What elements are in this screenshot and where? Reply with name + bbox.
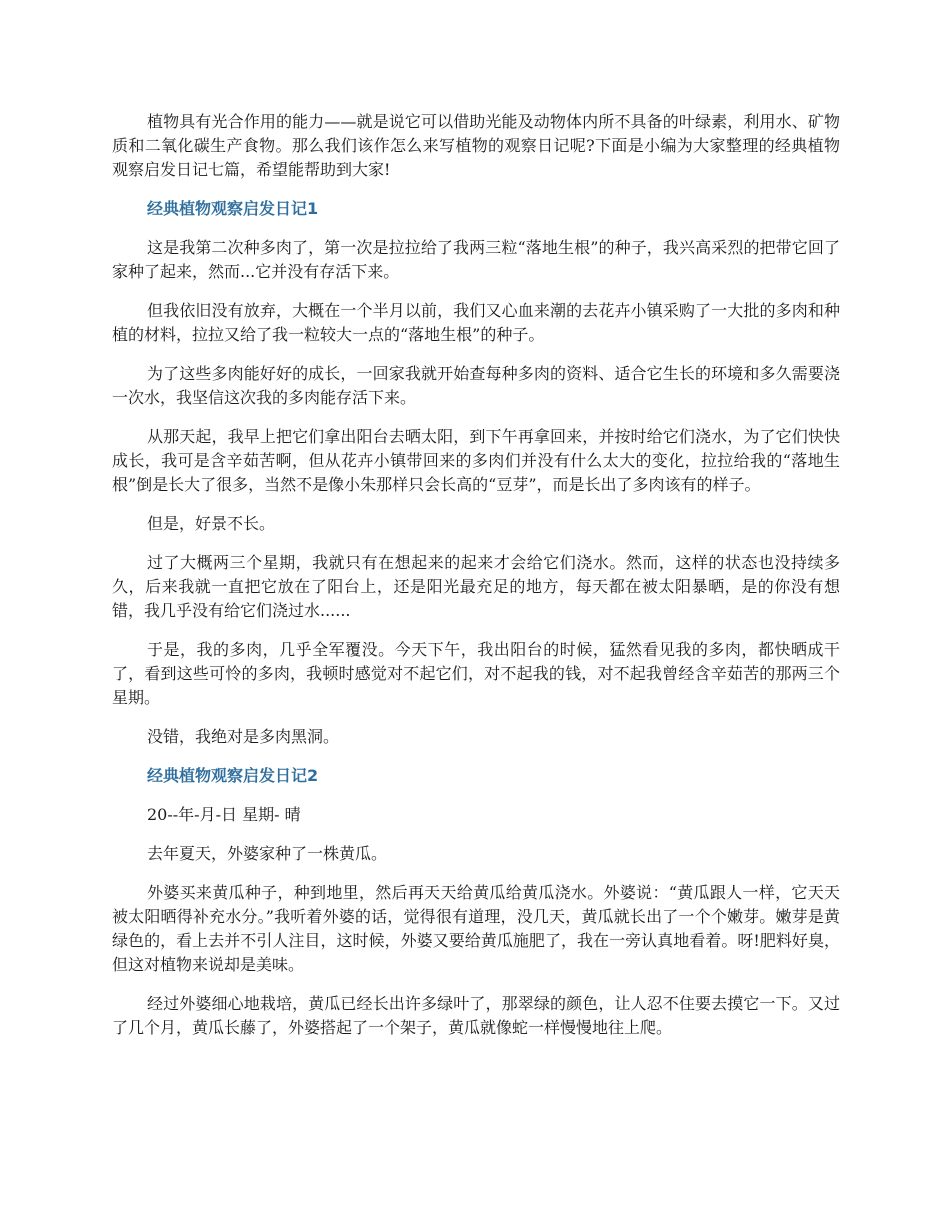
paragraph: 从那天起，我早上把它们拿出阳台去晒太阳，到下午再拿回来，并按时给它们浇水，为了它们快快成长，我可是含辛茹苦啊，但从花卉小镇带回来的多肉们并没有什么太大的变化，拉拉给我的“落地生根”倒是长大了很多，当然不是像小朱那样只会长高的“豆芽”，而是长出了多肉该有的样子。 bbox=[112, 427, 840, 494]
paragraph: 没错，我绝对是多肉黑洞。 bbox=[147, 727, 340, 746]
paragraph: 但是，好景不长。 bbox=[147, 514, 276, 533]
paragraph: 于是，我的多肉，几乎全军覆没。今天下午，我出阳台的时候，猛然看见我的多肉，都快晒成干了，看到这些可怜的多肉，我顿时感觉对不起它们，对不起我的钱，对不起我曾经含辛茹苦的那两三个星期。 bbox=[112, 640, 840, 707]
section-heading: 经典植物观察启发日记1 bbox=[147, 199, 319, 218]
paragraph: 但我依旧没有放弃，大概在一个半月以前，我们又心血来潮的去花卉小镇采购了一大批的多肉和种植的材料，拉拉又给了我一粒较大一点的“落地生根”的种子。 bbox=[112, 301, 840, 344]
paragraph: 为了这些多肉能好好的成长，一回家我就开始查每种多肉的资料、适合它生长的环境和多久需要浇一次水，我坚信这次我的多肉能存活下来。 bbox=[112, 364, 840, 407]
paragraph: 过了大概两三个星期，我就只有在想起来的起来才会给它们浇水。然而，这样的状态也没持续多久，后来我就一直把它放在了阳台上，还是阳光最充足的地方，每天都在被太阳暴晒，是的你没有想错，我几乎没有给它们浇过水...... bbox=[112, 553, 840, 620]
diary-date-line: 20--年-月-日 星期- 晴 bbox=[147, 805, 301, 824]
paragraph: 经过外婆细心地栽培，黄瓜已经长出许多绿叶了，那翠绿的颜色，让人忍不住要去摸它一下。又过了几个月，黄瓜长藤了，外婆搭起了一个架子，黄瓜就像蛇一样慢慢地往上爬。 bbox=[112, 994, 840, 1037]
document-page bbox=[112, 110, 840, 1055]
paragraph: 去年夏天，外婆家种了一株黄瓜。 bbox=[147, 844, 388, 863]
paragraph: 外婆买来黄瓜种子，种到地里，然后再天天给黄瓜给黄瓜浇水。外婆说：“黄瓜跟人一样，它天天被太阳晒得补充水分。”我听着外婆的话，觉得很有道理，没几天，黄瓜就长出了一个个嫩芽。嫩芽是黄绿色的，看上去并不引人注目，这时候，外婆又要给黄瓜施肥了，我在一旁认真地看着。呀!肥料好臭，但这对植物来说却是美味。 bbox=[112, 883, 840, 974]
section-heading: 经典植物观察启发日记2 bbox=[147, 766, 319, 785]
intro-paragraph: 植物具有光合作用的能力——就是说它可以借助光能及动物体内所不具备的叶绿素，利用水、矿物质和二氧化碳生产食物。那么我们该作怎么来写植物的观察日记呢?下面是小编为大家整理的经典植物观察启发日记七篇，希望能帮助到大家! bbox=[112, 112, 840, 179]
paragraph: 这是我第二次种多肉了，第一次是拉拉给了我两三粒“落地生根”的种子，我兴高采烈的把带它回了家种了起来，然而...它并没有存活下来。 bbox=[112, 238, 840, 281]
